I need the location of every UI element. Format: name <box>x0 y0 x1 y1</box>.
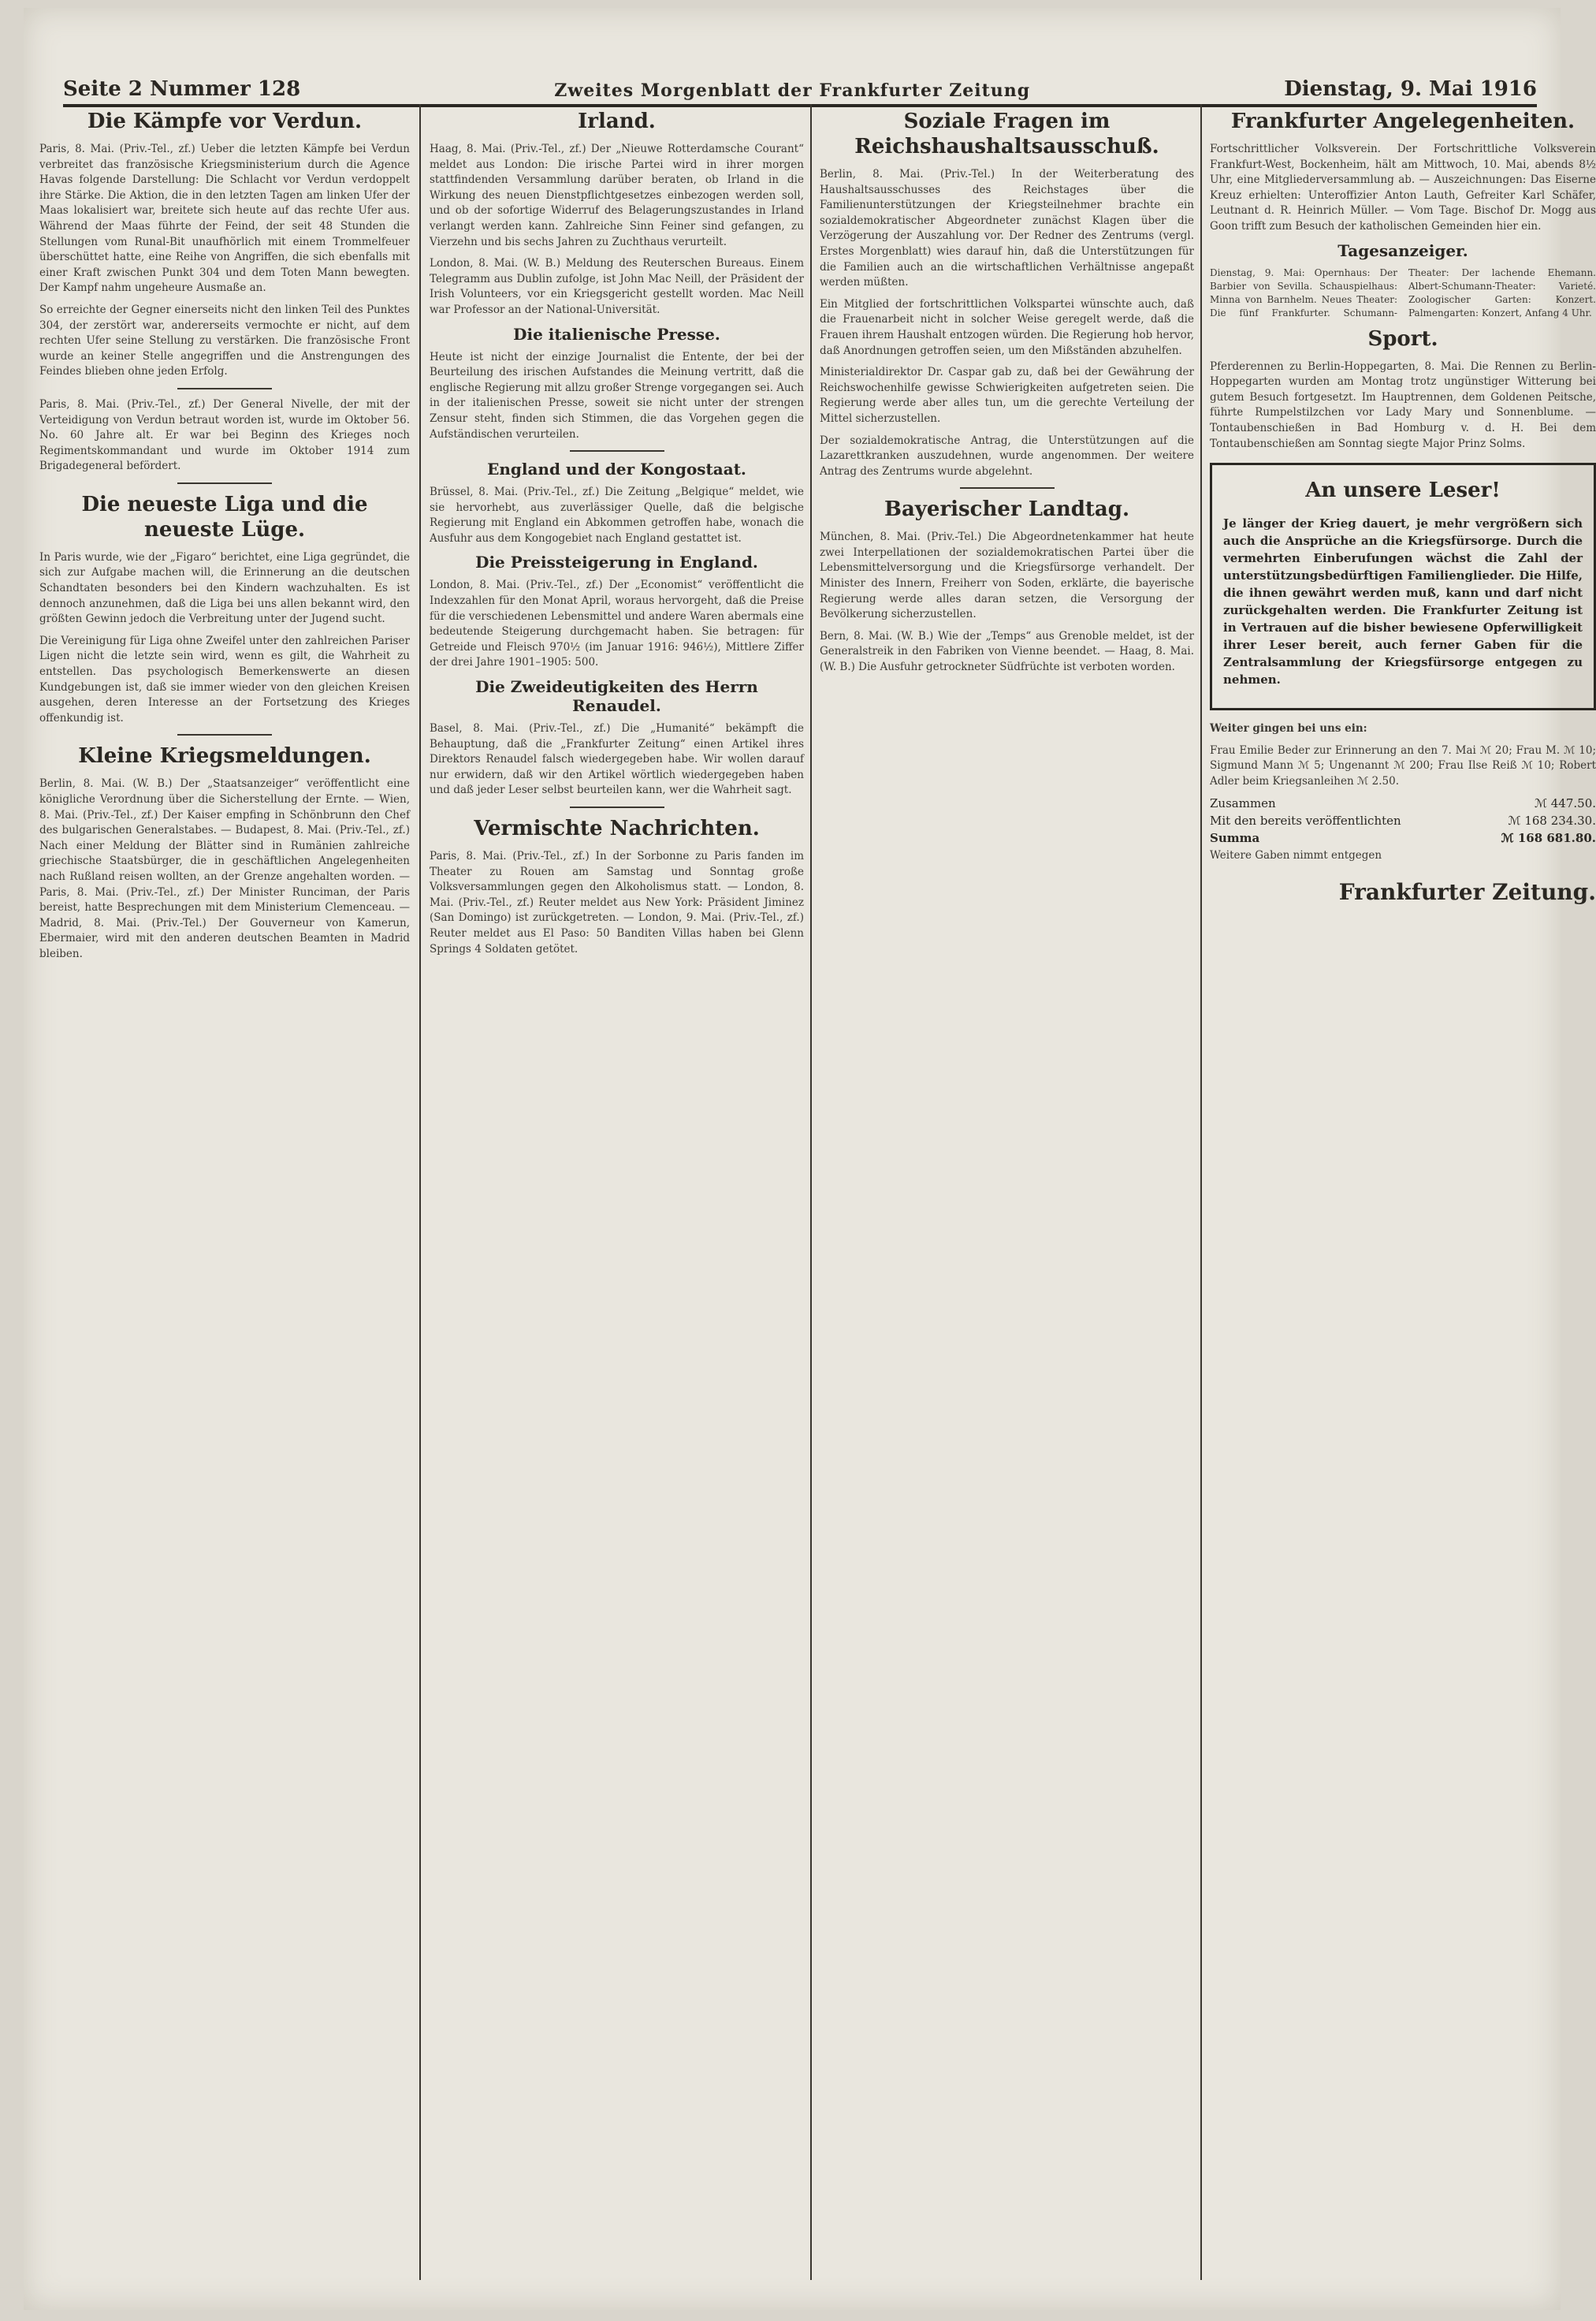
column-rule <box>419 104 421 2280</box>
article-heading: Soziale Fragen im Reichshaushaltsausschuß. <box>854 110 1159 158</box>
sum-label: Mit den bereits veröffentlichten <box>1210 813 1401 828</box>
article-subheading: England und der Kongostaat. <box>487 460 746 479</box>
divider <box>177 482 272 484</box>
column-rule <box>1200 104 1202 2280</box>
column-rule <box>810 104 812 2280</box>
article-text: So erreichte der Gegner einerseits nicht den linken Teil des Punktes 304, der zerstört war, andererseits vermochte er nicht, auf dem rechten Ufer seine Stellung zu verstärken. Die französische Front wurde an keiner Stelle angegriffen und die Anstrengungen des Feindes blieben ohne jeden Erfolg. <box>39 303 410 378</box>
masthead <box>63 69 1537 107</box>
article-text: Ein Mitglied der fortschrittlichen Volkspartei wünschte auch, daß die Frauenarbeit nicht in solcher Weise geregelt werde, daß die Frauen ihrem Haushalt entzogen würden. Die Regierung hob hervor, daß Anordnungen getroffen seien, um den Mißständen abzuhelfen. <box>820 297 1194 357</box>
sum-row <box>1210 796 1596 810</box>
divider <box>570 450 664 452</box>
article-heading: Sport. <box>1367 326 1438 351</box>
article-text: Fortschrittlicher Volksverein. Der Fortschrittliche Volksverein Frankfurt-West, Bockenheim, hält am Mittwoch, 10. Mai, abends 8½ Uhr, eine Mitgliederversammlung ab. — Auszeichnungen: Das Eiserne Kreuz erhielten: Unteroffizier Anton Lauth, Gefreiter Karl Schäfer, Leutnant d. R. Heinrich Müller. — Vom Tage. Bischof Dr. Mogg aus Goon trifft zum Besuch der katholischen Gemeinden hier ein. <box>1210 143 1596 233</box>
edition-title: Zweites Morgenblatt der Frankfurter Zeitung <box>554 80 1031 101</box>
divider <box>177 388 272 389</box>
page-number: Seite 2 Nummer 128 <box>63 77 301 101</box>
article-heading: Die Kämpfe vor Verdun. <box>87 110 363 133</box>
article-subheading: Die italienische Presse. <box>513 324 720 344</box>
article-text: Paris, 8. Mai. (Priv.-Tel., zf.) Der General Nivelle, der mit der Verteidigung von Verdun betraut worden ist, wurde im Oktober 56. No. 60 Jahre alt. Er war bei Beginn des Krieges noch Regimentskommandant und wurde im Oktober 1914 zum Brigadegeneral befördert. <box>39 397 410 473</box>
sum-label: Summa <box>1210 830 1260 845</box>
article-text: Basel, 8. Mai. (Priv.-Tel., zf.) Die „Humanité“ bekämpft die Behauptung, daß die „Frankfurter Zeitung“ einen Artikel ihres Direktors Renaudel falsch wiedergegeben habe. Wir wollen darauf nur erwidern, daß wir den Artikel wörtlich wiedergegeben haben und daß jeder Leser selbst beurteilen kann, wer die Wahrheit sagt. <box>430 722 804 797</box>
article-heading: Vermischte Nachrichten. <box>474 817 760 840</box>
donations-list: Frau Emilie Beder zur Erinnerung an den 7. Mai ℳ 20; Frau M. ℳ 10; Sigmund Mann ℳ 5; Ungenannt ℳ 200; Frau Ilse Reiß ℳ 10; Robert Adler beim Kriegsanleihen ℳ 2.50. <box>1210 743 1596 788</box>
sum-row <box>1210 831 1596 845</box>
article-subheading: Die Zweideutigkeiten des Herrn Renaudel. <box>475 677 758 716</box>
donations-heading: Weiter gingen bei uns ein: <box>1210 722 1367 736</box>
article-heading: Irland. <box>578 110 656 133</box>
article-text: Paris, 8. Mai. (Priv.-Tel., zf.) Ueber die letzten Kämpfe bei Verdun verbreitet das französische Kriegsministerium durch die Agence Havas folgende Darstellung: Die Schlacht vor Verdun verdoppelt ihre Stärke. Die Aktion, die in den letzten Tagen am linken Ufer der Maas lokalisiert war, breitete sich heute auf das rechte Ufer aus. Während der Maas führte der Feind, der seit 48 Stunden die Stellungen vom Runal-Bit unaufhörlich mit einem Trommelfeuer überschüttet hatte, eine Reihe von Angriffen, die sich ebenfalls mit einer Kraft zwischen Punkt 304 und dem Toten Mann bewegten. Der Kampf nahm ungeheure Ausmaße an. <box>39 143 410 295</box>
article-text: Haag, 8. Mai. (Priv.-Tel., zf.) Der „Nieuwe Rotterdamsche Courant“ meldet aus London: Die irische Partei wird in ihrer morgen stattfindenden Versammlung darüber beraten, ob Irland in die Wirkung des neuen Dienstpflichtgesetzes einbezogen werden soll, und ob der sofortige Widerruf des Belagerungszustandes in Irland verlangt werden kann. Zahlreiche Sinn Feiner sind gefangen, zu Vierzehn und bis sechs Jahren zu Zuchthaus verurteilt. <box>430 143 804 248</box>
article-text: Paris, 8. Mai. (Priv.-Tel., zf.) In der Sorbonne zu Paris fanden im Theater zu Rouen am Samstag und Sonntag große Volksversammlungen gegen den Alkoholismus statt. — London, 8. Mai. (Priv.-Tel., zf.) Reuter meldet aus New York: Präsident Jiminez (San Domingo) ist zurückgetreten. — London, 9. Mai. (Priv.-Tel., zf.) Reuter meldet aus El Paso: 50 Banditen Villas haben bei Glenn Springs 4 Soldaten getötet. <box>430 850 804 956</box>
article-subheading: Tagesanzeiger. <box>1337 240 1468 260</box>
appeal-box <box>1210 463 1596 710</box>
divider <box>570 807 664 808</box>
article-text: München, 8. Mai. (Priv.-Tel.) Die Abgeordnetenkammer hat heute zwei Interpellationen der sozialdemokratischen Partei über die Lebensmittelversorgung und die Kriegsfürsorge verhandelt. Der Minister des Innern, Freiherr von Soden, erklärte, die bayerische Regierung werde alles daran setzen, die Versorgung der Bevölkerung sicherzustellen. <box>820 531 1194 621</box>
article-text: Berlin, 8. Mai. (Priv.-Tel.) In der Weiterberatung des Haushaltsausschusses des Reichstages über die Familienunterstützungen der Kriegsteilnehmer brachte ein sozialdemokratischer Abgeordneter zunächst Klagen über die Verzögerung der Auszahlung vor. Der Redner des Zentrums (vergl. Erstes Morgenblatt) wies darauf hin, daß die Unterstützungen für die Familien auch an die wirtschaftlichen Verhältnisse angepaßt werden müßten. <box>820 168 1194 289</box>
article-subheading: Die Preissteigerung in England. <box>475 553 758 572</box>
article-text: Der sozialdemokratische Antrag, die Unterstützungen auf die Lazarettkranken auszudehnen, wurde angenommen. Der weitere Antrag des Zentrums wurde abgelehnt. <box>820 434 1194 478</box>
divider <box>177 734 272 736</box>
appeal-title: An unsere Leser! <box>1305 479 1501 503</box>
column-3 <box>820 104 1194 2280</box>
article-text: Bern, 8. Mai. (W. B.) Wie der „Temps“ aus Grenoble meldet, ist der Generalstreik in den Fabriken von Vienne beendet. — Haag, 8. Mai. (W. B.) Die Ausfuhr getrockneter Südfrüchte ist verboten worden. <box>820 629 1194 674</box>
article-text: Pferderennen zu Berlin-Hoppegarten, 8. Mai. Die Rennen zu Berlin-Hoppegarten wurden am Montag trotz ungünstiger Witterung bei gutem Besuch fortgesetzt. Im Hauptrennen, dem Goldenen Peitsche, führte Rumpelstilzchen vor Lady Mary und Sonnenblume. — Tontaubenschießen in Bad Homburg v. d. H. Bei dem Tontaubenschießen am Sonntag siegte Major Prinz Solms. <box>1210 360 1596 450</box>
article-text: Berlin, 8. Mai. (W. B.) Der „Staatsanzeiger“ veröffentlicht eine königliche Verordnung über die Sicherstellung der Ernte. — Wien, 8. Mai. (Priv.-Tel., zf.) Der Kaiser empfing in Schönbrunn den Chef des bulgarischen Generalstabes. — Budapest, 8. Mai. (Priv.-Tel., zf.) Nach einer Meldung der Blätter sind in Rumänien zahlreiche griechische Staatsbürger, die in geschäftlichen Angelegenheiten nach Rußland reisen wollten, an der Grenze angehalten worden. — Paris, 8. Mai. (Priv.-Tel., zf.) Der Minister Runciman, der Paris bereist, hatte Besprechungen mit dem Ministerium Clemenceau. — Madrid, 8. Mai. (Priv.-Tel.) Der Gouverneur von Kamerun, Ebermaier, wird mit den anderen deutschen Beamten in Madrid bleiben. <box>39 777 410 960</box>
sum-value: ℳ 168 681.80. <box>1501 830 1596 845</box>
article-text: Ministerialdirektor Dr. Caspar gab zu, daß bei der Gewährung der Reichswochenhilfe gewisse Schwierigkeiten aufgetreten seien. Die Regierung werde aber alles tun, um die gerechte Verteilung der Mittel sicherzustellen. <box>820 366 1194 425</box>
sum-label: Zusammen <box>1210 795 1276 810</box>
sum-value: ℳ 168 234.30. <box>1508 813 1596 828</box>
article-heading: Bayerischer Landtag. <box>884 497 1129 522</box>
article-heading: Die neueste Liga und die neueste Lüge. <box>81 492 368 542</box>
divider <box>960 487 1055 489</box>
column-4 <box>1210 104 1596 2280</box>
appeal-text: Je länger der Krieg dauert, je mehr vergrößern sich auch die Ansprüche an die Kriegsfürsorge. Durch die vermehrten Einberufungen wächst die Zahl der unterstützungsbedürftigen Familienglieder. Die Hilfe, die ihnen gewährt werden muß, kann und darf nicht zurückgehalten werden. Die Frankfurter Zeitung ist in Vertrauen auf die bisher bewiesene Opferwilligkeit ihrer Leser bereit, auch ferner Gaben für die Zentralsammlung der Kriegsfürsorge entgegen zu nehmen. <box>1223 516 1583 687</box>
listings-text: Dienstag, 9. Mai: Opernhaus: Der Barbier von Sevilla. Schauspielhaus: Minna von Barnhelm. Neues Theater: Die fünf Frankfurter. Schumann-Theater: Der lachende Ehemann. Albert-Schumann-Theater: Varieté. Zoologischer Garten: Konzert. Palmengarten: Konzert, Anfang 4 Uhr. <box>1210 266 1596 319</box>
article-text: London, 8. Mai. (W. B.) Meldung des Reuterschen Bureaus. Einem Telegramm aus Dublin zufolge, ist John Mac Neill, der Präsident der Irish Volunteers, vor ein Kriegsgericht gestellt worden. Mac Neill war Professor an der National-Universität. <box>430 257 804 316</box>
article-text: London, 8. Mai. (Priv.-Tel., zf.) Der „Economist“ veröffentlicht die Indexzahlen für den Monat April, woraus hervorgeht, daß die Preise für die verschiedenen Lebensmittel und andere Waren abermals eine bedeutende Steigerung durchgemacht haben. Sie betragen: für Getreide und Fleisch 970½ (im Januar 1916: 946½), Mittlere Ziffer der drei Jahre 1901–1905: 500. <box>430 579 804 669</box>
column-2 <box>430 104 804 2280</box>
article-text: Die Vereinigung für Liga ohne Zweifel unter den zahlreichen Pariser Ligen nicht die letzte sein wird, wenn es gilt, die Wahrheit zu entstellen. Das psychologisch Bemerkenswerte an diesen Kundgebungen ist, daß sie immer wieder von den gleichen Kreisen ausgehen, deren Interesse an der Fortsetzung des Krieges offenkundig ist. <box>39 634 410 725</box>
issue-date: Dienstag, 9. Mai 1916 <box>1284 77 1537 101</box>
sum-value: ℳ 447.50. <box>1534 795 1596 810</box>
sum-row <box>1210 814 1596 828</box>
closing-text: Weitere Gaben nimmt entgegen <box>1210 848 1382 862</box>
article-heading: Kleine Kriegsmeldungen. <box>78 744 371 769</box>
article-text: Heute ist nicht der einzige Journalist die Entente, der bei der Beurteilung des irischen Aufstandes die Meinung vertritt, daß die englische Regierung mit allzu großer Strenge vorgegangen sei. Auch in der italienischen Presse, soweit sie nicht unter der strengen Zensur steht, finden sich Stimmen, die das Vorgehen gegen die Aufständischen verurteilen. <box>430 350 804 441</box>
article-heading: Frankfurter Angelegenheiten. <box>1230 110 1576 133</box>
article-text: In Paris wurde, wie der „Figaro“ berichtet, eine Liga gegründet, die sich zur Aufgabe machen will, die Erinnerung an die deutschen Schandtaten besonders bei den Kindern wachzuhalten. Es ist dennoch anzunehmen, daß die Liga bei uns allen bekannt wird, den größten Gewinn jedoch die Verbreitung unter der Jugend sucht. <box>39 550 410 626</box>
column-1 <box>39 104 410 2280</box>
signature: Frankfurter Zeitung. <box>1338 879 1596 906</box>
article-text: Brüssel, 8. Mai. (Priv.-Tel., zf.) Die Zeitung „Belgique“ meldet, wie sie hervorhebt, aus zuverlässiger Quelle, daß die belgische Regierung mit England ein Abkommen getroffen habe, wonach die Ausfuhr aus dem Kongogebiet nach England gestattet ist. <box>430 486 804 545</box>
